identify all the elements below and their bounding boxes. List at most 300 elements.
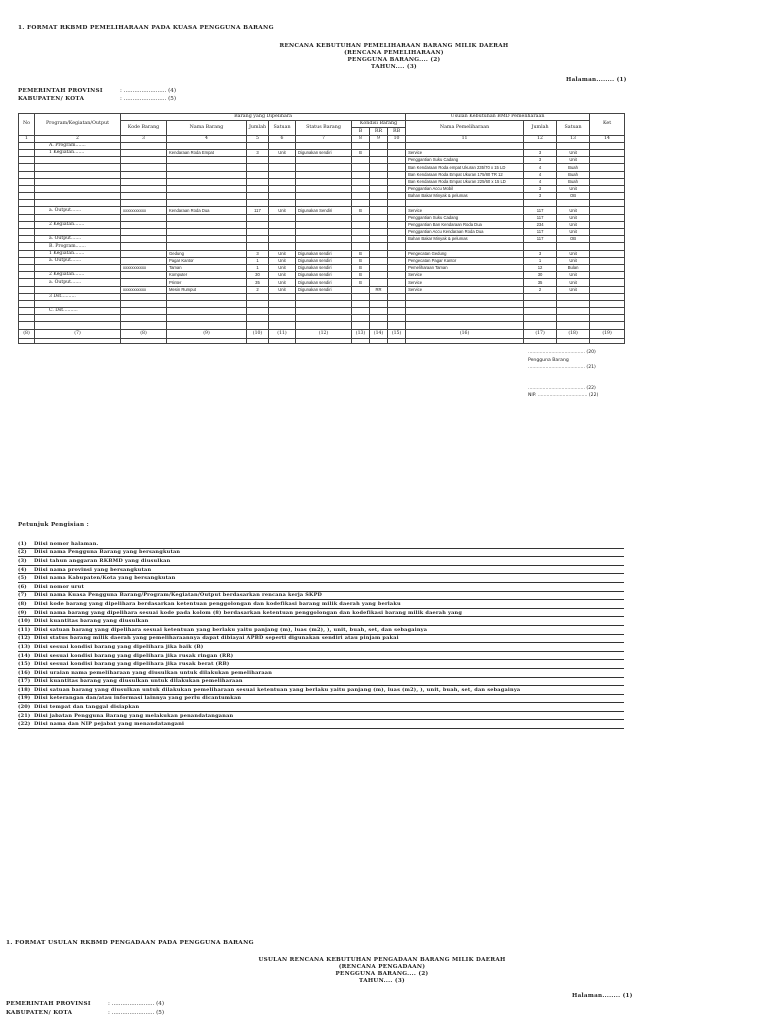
table-cell: 2 Kegiatan....... xyxy=(35,221,121,228)
table-cell xyxy=(388,236,406,243)
table-row xyxy=(19,214,625,221)
table-cell xyxy=(121,200,167,207)
table-cell: Pemeliharaan Taman xyxy=(406,264,524,271)
table-cell xyxy=(296,214,352,221)
table-cell xyxy=(590,315,625,322)
table-row xyxy=(19,300,625,307)
table-cell xyxy=(406,300,524,307)
table-cell: 30 xyxy=(247,272,269,279)
table-cell xyxy=(121,178,167,185)
table-cell xyxy=(388,250,406,257)
table-cell xyxy=(352,185,370,192)
table-row xyxy=(19,185,625,192)
note-item xyxy=(18,574,624,583)
note-item xyxy=(18,686,624,695)
kab-value: : ........................ (5) xyxy=(120,96,177,102)
table-cell xyxy=(19,300,35,307)
col-no: No xyxy=(19,114,35,136)
table-cell xyxy=(352,142,370,149)
table-cell: 234 xyxy=(524,221,557,228)
note-item xyxy=(18,652,624,661)
table-row xyxy=(19,200,625,207)
note-number: (22) xyxy=(18,721,31,728)
note-number: (21) xyxy=(18,712,31,719)
table-cell xyxy=(121,322,167,329)
table-cell xyxy=(247,171,269,178)
table-cell: a. Output....... xyxy=(35,257,121,264)
table-cell: Bahan Bakar Minyak & pelumas xyxy=(406,236,524,243)
table-cell xyxy=(19,193,35,200)
table-cell: Digunakan sendiri xyxy=(296,279,352,286)
sign-nip: NIP. .................................. (22) xyxy=(528,393,599,398)
column-number: 5 xyxy=(247,135,269,142)
table-cell: A. Program....... xyxy=(35,142,121,149)
table-cell: OB xyxy=(557,236,590,243)
table-cell xyxy=(269,185,296,192)
note-number: (1) xyxy=(18,540,27,547)
prov-label-2: PEMERINTAH PROVINSI xyxy=(6,1001,91,1007)
note-item xyxy=(18,609,624,618)
table-cell xyxy=(388,149,406,156)
table-cell xyxy=(247,308,269,315)
table-cell xyxy=(590,229,625,236)
table-cell xyxy=(247,142,269,149)
table-cell xyxy=(19,322,35,329)
table-cell xyxy=(388,178,406,185)
table-cell: B xyxy=(352,207,370,214)
table-cell xyxy=(247,229,269,236)
col-jumlah: Jumlah xyxy=(247,121,269,135)
table-row xyxy=(19,322,625,329)
table-cell xyxy=(406,338,524,343)
column-number: 10 xyxy=(388,135,406,142)
note-item xyxy=(18,695,624,704)
table-cell xyxy=(590,257,625,264)
col-kondisi: Kondisi Barang xyxy=(352,121,406,128)
table-cell: Ban Kendaraan Roda empat Ukuran 235/70 x 15 LD xyxy=(406,164,524,171)
footer-cell: (18) xyxy=(557,329,590,338)
kab-value-2: : ........................ (5) xyxy=(108,1010,165,1016)
table-cell xyxy=(247,221,269,228)
table-cell xyxy=(370,178,388,185)
table-cell xyxy=(167,322,247,329)
note-number: (2) xyxy=(18,549,27,556)
column-number: 7 xyxy=(296,135,352,142)
note-number: (19) xyxy=(18,695,31,702)
table-cell xyxy=(19,308,35,315)
note-text: Diisi uraian nama pemeliharaan yang diusulkan untuk dilakukan pemeliharaan xyxy=(34,669,273,676)
table-cell xyxy=(524,142,557,149)
table-cell: Kendaraan Roda Dua xyxy=(167,207,247,214)
table-cell xyxy=(35,264,121,271)
title-line: (RENCANA PENGADAAN) xyxy=(338,964,426,970)
table-cell xyxy=(590,300,625,307)
col-status: Status Barang xyxy=(296,121,352,135)
table-cell: 3 xyxy=(247,250,269,257)
table-cell xyxy=(590,286,625,293)
table-cell xyxy=(557,322,590,329)
table-cell: Penggantian Suku Cadang xyxy=(406,157,524,164)
table-cell xyxy=(406,142,524,149)
title-line: PENGGUNA BARANG.... (2) xyxy=(347,57,441,63)
table-row xyxy=(19,193,625,200)
note-text: Diisi tahun anggaran RKBMD yang diusulkan xyxy=(34,557,171,564)
column-number: 9 xyxy=(370,135,388,142)
table-cell xyxy=(167,157,247,164)
table-cell xyxy=(121,308,167,315)
table-header-row xyxy=(19,114,625,121)
table-cell: Service xyxy=(406,272,524,279)
table-cell: Unit xyxy=(557,149,590,156)
table-cell: B xyxy=(352,250,370,257)
table-cell: Pengecatan Gedung xyxy=(406,250,524,257)
table-cell xyxy=(388,315,406,322)
table-cell xyxy=(167,200,247,207)
table-cell xyxy=(370,293,388,300)
note-text: Diisi nama Pengguna Barang yang bersangkutan xyxy=(34,549,181,556)
table-cell: Digunakan sendiri xyxy=(296,149,352,156)
table-cell xyxy=(590,178,625,185)
table-cell: Unit xyxy=(557,272,590,279)
table-cell xyxy=(370,279,388,286)
column-number: 14 xyxy=(590,135,625,142)
column-number: 11 xyxy=(406,135,524,142)
note-text: Diisi satuan barang yang diusulkan untuk dilakukan pemeliharaan sesuai ketentuan yang berlaku yaitu panjang (m), luas (m2), ), unit, buah, set, dan sebagainya xyxy=(34,686,521,693)
page-label-2: Halaman........ (1) xyxy=(572,993,633,999)
col-b: B xyxy=(352,128,370,135)
table-row xyxy=(19,207,625,214)
table-cell xyxy=(19,214,35,221)
table-cell xyxy=(269,221,296,228)
table-cell xyxy=(352,178,370,185)
title-line: PENGGUNA BARANG.... (2) xyxy=(335,971,429,977)
table-cell xyxy=(406,308,524,315)
table-cell: Unit xyxy=(557,207,590,214)
table-cell xyxy=(121,338,167,343)
table-row xyxy=(19,315,625,322)
column-number: 8 xyxy=(352,135,370,142)
table-cell xyxy=(296,200,352,207)
footer-cell: (19) xyxy=(590,329,625,338)
footer-cell: (13) xyxy=(352,329,370,338)
table-cell: Bahan Bakar Minyak & pelumas xyxy=(406,193,524,200)
table-cell xyxy=(121,185,167,192)
table-cell xyxy=(388,171,406,178)
table-cell: Mesin Rumput xyxy=(167,286,247,293)
table-cell xyxy=(352,315,370,322)
table-cell xyxy=(167,164,247,171)
table-cell xyxy=(35,300,121,307)
col-kode: Kode Barang xyxy=(121,121,167,135)
footer-cell: (14) xyxy=(370,329,388,338)
table-cell: a. Output....... xyxy=(35,236,121,243)
table-cell: 117 xyxy=(524,214,557,221)
table-cell xyxy=(269,315,296,322)
table-cell xyxy=(590,338,625,343)
table-cell xyxy=(524,315,557,322)
table-row xyxy=(19,293,625,300)
table-cell: Unit xyxy=(557,250,590,257)
table-cell xyxy=(590,157,625,164)
table-cell: Pagar Kantor xyxy=(167,257,247,264)
table-cell xyxy=(35,157,121,164)
title-line: RENCANA KEBUTUHAN PEMELIHARAAN BARANG MILIK DAERAH xyxy=(279,43,509,49)
table-cell xyxy=(35,315,121,322)
table-cell xyxy=(19,264,35,271)
table-cell xyxy=(406,322,524,329)
table-cell: 1 xyxy=(247,257,269,264)
note-number: (4) xyxy=(18,566,27,573)
table-row xyxy=(19,264,625,271)
table-cell: Digunakan sendiri xyxy=(296,264,352,271)
note-text: Diisi nama Kuasa Pengguna Barang/Program/Kegiatan/Output berdasarkan rencana kerja SKPD xyxy=(34,592,323,599)
table-cell: Service xyxy=(406,149,524,156)
column-number: 2 xyxy=(35,135,121,142)
table-cell: 35 xyxy=(247,279,269,286)
note-item xyxy=(18,720,624,729)
table-cell xyxy=(590,193,625,200)
kab-label: KABUPATEN/ KOTA xyxy=(18,96,85,102)
table-cell xyxy=(388,279,406,286)
col-rb: RB xyxy=(388,128,406,135)
table-cell xyxy=(121,171,167,178)
table-cell xyxy=(524,338,557,343)
table-cell xyxy=(388,157,406,164)
table-cell xyxy=(19,286,35,293)
table-cell xyxy=(247,315,269,322)
table-cell: 3 xyxy=(524,250,557,257)
title-line: (RENCANA PEMELIHARAAN) xyxy=(344,50,444,56)
table-cell xyxy=(167,185,247,192)
note-item xyxy=(18,566,624,575)
table-cell xyxy=(352,214,370,221)
table-cell xyxy=(557,142,590,149)
table-cell xyxy=(121,142,167,149)
table-cell xyxy=(121,221,167,228)
table-cell xyxy=(19,200,35,207)
table-cell xyxy=(269,164,296,171)
table-cell: Taman xyxy=(167,264,247,271)
table-cell xyxy=(121,279,167,286)
table-cell xyxy=(370,338,388,343)
table-cell xyxy=(370,193,388,200)
table-cell xyxy=(557,243,590,250)
table-row xyxy=(19,286,625,293)
table-cell xyxy=(269,193,296,200)
table-cell xyxy=(524,308,557,315)
table-cell xyxy=(247,157,269,164)
col-rr: RR xyxy=(370,128,388,135)
table-cell xyxy=(557,200,590,207)
note-text: Diisi nama barang yang dipelihara sesuai kode pada kolom (8) berdasarkan ketentuan penggolongan dan kodefikasi barang milik daerah yang xyxy=(34,609,463,616)
table-cell xyxy=(388,207,406,214)
note-item xyxy=(18,669,624,678)
table-cell: Unit xyxy=(269,207,296,214)
table-row xyxy=(19,157,625,164)
table-cell xyxy=(269,322,296,329)
note-item xyxy=(18,600,624,609)
table-row xyxy=(19,250,625,257)
table-cell xyxy=(121,293,167,300)
table-cell: Digunakan sendiri xyxy=(296,250,352,257)
table-cell xyxy=(370,272,388,279)
table-cell xyxy=(388,221,406,228)
note-number: (5) xyxy=(18,575,27,582)
table-cell xyxy=(296,221,352,228)
note-number: (8) xyxy=(18,600,27,607)
note-item xyxy=(18,557,624,566)
note-text: Diisi kode barang yang dipelihara berdasarkan ketentuan penggolongan dan kodefikasi barang milik daerah yang berlaku xyxy=(34,600,401,607)
note-text: Diisi nomor halaman. xyxy=(34,540,99,547)
title-line: USULAN RENCANA KEBUTUHAN PENGADAAN BARANG MILIK DAERAH xyxy=(258,957,506,963)
table-cell xyxy=(406,293,524,300)
table-cell xyxy=(370,243,388,250)
table-cell xyxy=(121,250,167,257)
table-cell: Unit xyxy=(557,257,590,264)
table-cell xyxy=(388,293,406,300)
table-cell xyxy=(524,243,557,250)
table-cell: Buah xyxy=(557,164,590,171)
table-cell: Gedung xyxy=(167,250,247,257)
table-cell: Penggantian Suku Cadang xyxy=(406,214,524,221)
table-row xyxy=(19,229,625,236)
table-cell: RR xyxy=(370,286,388,293)
note-text: Diisi nama provinsi yang bersangkutan xyxy=(34,566,152,573)
table-cell xyxy=(590,200,625,207)
table-cell xyxy=(19,185,35,192)
table-cell: Penggantian Accu Kendaraan Roda Dua xyxy=(406,229,524,236)
table-cell xyxy=(388,243,406,250)
table-cell xyxy=(590,149,625,156)
table-cell: Ban Kendaraan Roda Empat Ukuran 175/80 TR 12 xyxy=(406,171,524,178)
table-cell: Unit xyxy=(557,221,590,228)
table-row xyxy=(19,142,625,149)
note-item xyxy=(18,540,624,549)
table-cell xyxy=(19,164,35,171)
table-cell xyxy=(388,193,406,200)
table-cell: 3 xyxy=(524,157,557,164)
table-cell xyxy=(557,293,590,300)
table-cell xyxy=(19,279,35,286)
sign-name: ....................................... (22) xyxy=(528,386,596,391)
table-cell: Service xyxy=(406,286,524,293)
table-cell xyxy=(370,300,388,307)
table-cell: Komputer xyxy=(167,272,247,279)
table-cell xyxy=(590,308,625,315)
table-cell: Unit xyxy=(269,272,296,279)
table-cell: 3 xyxy=(524,149,557,156)
table-cell: B xyxy=(352,257,370,264)
prov-value: : ........................ (4) xyxy=(120,88,177,94)
note-text: Diisi kuantitas barang yang diusulkan untuk dilakukan pemeliharaan xyxy=(34,678,243,685)
table-cell xyxy=(269,171,296,178)
table-cell xyxy=(590,322,625,329)
col-satuan: Satuan xyxy=(269,121,296,135)
note-text: Diisi tempat dan tanggal disiapkan xyxy=(34,704,140,711)
note-item xyxy=(18,660,624,669)
note-number: (11) xyxy=(18,626,31,633)
table-cell xyxy=(19,338,35,343)
note-item xyxy=(18,643,624,652)
table-cell xyxy=(590,293,625,300)
col-program: Program/Kegiatan/Output xyxy=(35,114,121,136)
table-cell: Kendaraan Roda Empat xyxy=(167,149,247,156)
table-cell xyxy=(269,157,296,164)
table-cell xyxy=(406,315,524,322)
table-cell: 3 xyxy=(524,193,557,200)
sign-role: Pengguna Barang xyxy=(528,358,569,363)
table-cell: B xyxy=(352,279,370,286)
note-number: (3) xyxy=(18,557,27,564)
table-cell xyxy=(167,308,247,315)
table-cell xyxy=(370,200,388,207)
table-cell: Unit xyxy=(269,149,296,156)
table-cell xyxy=(352,293,370,300)
table-cell xyxy=(388,229,406,236)
note-text: Diisi kuantitas barang yang diusulkan xyxy=(34,618,149,625)
table-cell xyxy=(296,300,352,307)
table-cell xyxy=(352,243,370,250)
table-cell xyxy=(296,308,352,315)
table-row xyxy=(19,338,625,343)
col-nama: Nama Barang xyxy=(167,121,247,135)
table-cell xyxy=(19,142,35,149)
notes-list xyxy=(18,540,624,729)
table-cell xyxy=(352,164,370,171)
table-cell: 12 xyxy=(524,264,557,271)
table-cell xyxy=(19,250,35,257)
note-text: Diisi jabatan Pengguna Barang yang melakukan penandatanganan xyxy=(34,712,234,719)
table-cell: Pengecatan Pagar Kantor xyxy=(406,257,524,264)
table-cell xyxy=(590,236,625,243)
table-cell xyxy=(121,315,167,322)
table-cell xyxy=(121,243,167,250)
table-cell: Unit xyxy=(557,286,590,293)
table-cell xyxy=(590,272,625,279)
table-cell xyxy=(590,221,625,228)
note-text: Diisi sesuai kondisi barang yang dipelihara jika rusak berat (RB) xyxy=(34,661,230,668)
table-cell xyxy=(121,229,167,236)
table-cell: 117 xyxy=(524,229,557,236)
table-row xyxy=(19,308,625,315)
table-cell xyxy=(296,164,352,171)
column-number: 12 xyxy=(524,135,557,142)
table-cell xyxy=(35,164,121,171)
note-number: (15) xyxy=(18,661,31,668)
table-cell xyxy=(19,315,35,322)
table-cell xyxy=(121,272,167,279)
table-row xyxy=(19,279,625,286)
note-text: Diisi nomor urut xyxy=(34,583,84,590)
prov-value-2: : ........................ (4) xyxy=(108,1001,165,1007)
table-cell xyxy=(296,171,352,178)
table-cell xyxy=(167,236,247,243)
table-cell xyxy=(296,293,352,300)
note-item xyxy=(18,703,624,712)
table-cell: 4 xyxy=(524,178,557,185)
table-cell xyxy=(247,338,269,343)
table-cell xyxy=(167,178,247,185)
table-cell: 3 xyxy=(524,185,557,192)
note-text: Diisi status barang milik daerah yang pemeliharaannya dapat dibiayai APBD seperti digunakan sendiri atau pinjam pakai xyxy=(34,635,399,642)
table-cell xyxy=(388,264,406,271)
table-cell xyxy=(557,315,590,322)
table-cell xyxy=(352,221,370,228)
table-cell xyxy=(557,308,590,315)
table-cell: 117 xyxy=(524,236,557,243)
table-cell: Buah xyxy=(557,171,590,178)
table-cell xyxy=(370,308,388,315)
